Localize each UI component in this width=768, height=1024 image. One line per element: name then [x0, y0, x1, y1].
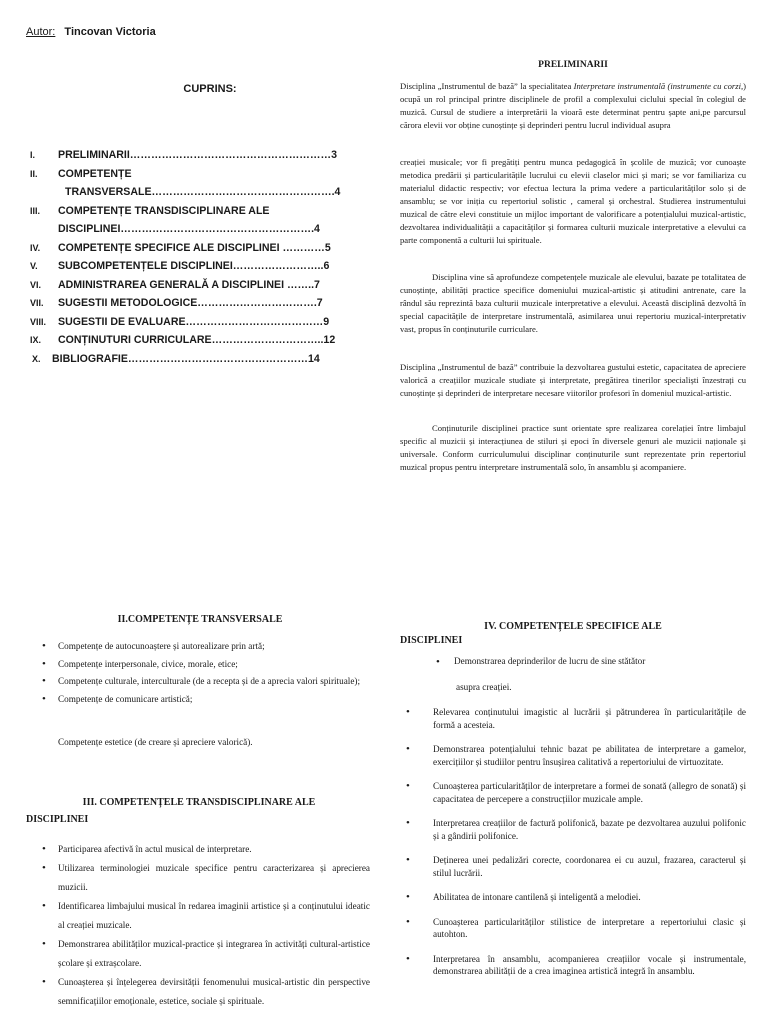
- table-of-contents: [30, 146, 350, 368]
- toc-text: SUGESTII DE EVALUARE…………………………………9: [58, 315, 330, 328]
- toc-number: IX.: [30, 335, 42, 345]
- toc-item-preliminarii[interactable]: [30, 146, 350, 165]
- list-item: • Deținerea unei pedalizări corecte, coordonarea ei cu auzul, frazarea, caracterul și stilul lucrării.: [400, 854, 746, 879]
- toc-number: II.: [30, 168, 38, 179]
- list-continuation: Competențe estetice (de creare și apreciere valorică).: [58, 737, 253, 747]
- toc-text: TRANSVERSALE…………………………………………….4: [65, 186, 341, 198]
- toc-text: COMPETENȚE: [58, 167, 132, 180]
- list-item: • Interpretarea în ansamblu, acompanierea creațiilor vocale și instrumentale, demonstrarea abilității de a crea imaginea artistică integră în ansamblu.: [400, 953, 746, 978]
- paragraph: creației musicale; vor fi pregătiți pentru munca pedagogică în școlile de muzică; vor cunoaște metodica predării și particularitățile lucrului cu elevii claselor mici și mari; se vor familiariza cu materialul didactic respectiv; vor efectua lectura la prima vedere a particularităților solo și de ansamblu; se vor iniția cu repertoriul solistic , cameral și orchestral. Studierea instrumentului muzical de către elevi constituie un mijloc important de valorificare a potențialului muzical-artistic, dezvoltarea individualității a capacităților și formarea culturii muzicale interpretative a elevului ca parte componentă a culturii lui spirituale.: [400, 157, 746, 245]
- list-item: • Interpretarea creațiilor de factură polifonică, bazate pe dezvoltarea auzului polifonic și a gândirii polifonice.: [400, 817, 746, 842]
- list-item: • Competențe culturale, interculturale (de a recepta și de a aprecia valori spirituale);: [30, 673, 370, 691]
- toc-text: SUGESTII METODOLOGICE…………………………….7: [58, 297, 323, 309]
- list-item: • Demonstrarea abilităților muzical-practice și integrarea în activități cultural-artistice școlare și extrașcolare.: [30, 935, 370, 973]
- toc-item-bibliografie[interactable]: [32, 350, 350, 369]
- list-item: • Participarea afectivă în actul musical de interpretare.: [30, 840, 370, 859]
- toc-text: ADMINISTRAREA GENERALĂ A DISCIPLINEI ……..7: [58, 278, 320, 291]
- toc-number: X.: [32, 353, 41, 364]
- list-item: • Abilitatea de intonare cantilenă și inteligentă a melodiei.: [400, 891, 746, 904]
- toc-number: IV.: [30, 242, 41, 253]
- list-item: • Cunoașterea particularităților stilistice de interpretare a repertoriului clasic și autohton.: [400, 916, 746, 941]
- title-line: DISCIPLINEI: [400, 635, 463, 646]
- toc-item-subcompetente[interactable]: [30, 257, 350, 276]
- list-item: • Competențe interpersonale, civice, morale, etice;: [30, 656, 370, 674]
- list-item: [422, 656, 742, 666]
- author-name: Tincovan Victoria: [64, 26, 156, 38]
- list-item: • Cunoașterea și înțelegerea devirsității fenomenului musical-artistic din perspective semnificațiilor emoționale, estetice, sociale și spirituale.: [30, 973, 370, 1011]
- toc-item-competente-transdisciplinare[interactable]: [30, 202, 350, 221]
- toc-text: CONȚINUTURI CURRICULARE…………………………..12: [58, 334, 336, 346]
- toc-item-continuation[interactable]: [30, 183, 350, 202]
- toc-text: COMPETENȚE SPECIFICE ALE DISCIPLINEI …………5: [58, 241, 331, 254]
- toc-item-continuturi[interactable]: [30, 331, 350, 350]
- toc-title: CUPRINS:: [183, 83, 237, 95]
- toc-text: DISCIPLINEI……………………………………………….4: [58, 223, 320, 235]
- title-line: IV. COMPETENȚELE SPECIFICE ALE: [484, 621, 662, 632]
- list-item: • Competențe de autocunoaștere și autorealizare prin artă;: [30, 638, 370, 656]
- toc-number: VIII.: [30, 316, 47, 327]
- toc-number: V.: [30, 261, 38, 271]
- toc-text: PRELIMINARII…………………………………………………3: [58, 149, 337, 161]
- paragraph: [400, 80, 746, 132]
- paragraph: Disciplina vine să aprofundeze competențele muzicale ale elevului, bazate pe totalitatea de cunoștințe, abilități practice specifice domeniului muzical-artistic și atitudini antrenate, care la rândul său reprezintă baza culturii muzicale interpretative a elevului. Această disciplină dezvoltă în special capacitățile de interpretare instrumentală, asimilarea unui repertoriu muzical-interpretativ vast, propus în conținuturile curriculare.: [400, 272, 746, 334]
- toc-item-competente-transversale[interactable]: [30, 165, 350, 184]
- toc-item-sugestii-evaluare[interactable]: [30, 313, 350, 332]
- toc-text: SUBCOMPETENȚELE DISCIPLINEI……………………..6: [58, 260, 330, 272]
- toc-text: BIBLIOGRAFIE……………………………………………14: [52, 352, 320, 365]
- section-title-competente-transversale: II.COMPETENȚE TRANSVERSALE: [117, 614, 283, 625]
- italic-text: Interpretare instrumentală (instrumente cu corzi,: [573, 81, 744, 91]
- title-line: III. COMPETENȚELE TRANSDISCIPLINARE ALE: [82, 797, 316, 808]
- author-label: Autor:: [26, 26, 56, 38]
- list-item-text: Demonstrarea deprinderilor de lucru de sine stătător: [454, 656, 646, 666]
- toc-item-competente-specifice[interactable]: [30, 239, 350, 258]
- paragraph: Conținuturile disciplinei practice sunt orientate spre realizarea corelației între limbajul specific al muzicii și interacțiunea de stiluri și epoci în diversele genuri ale muzicii naționale și universale. Conform curriculumului disciplinar conținuturile sunt reprezentate prin repertoriul muzical propus pentru interpretare instrumentală solo, în ansamblu și acompaniere.: [400, 423, 746, 472]
- author-line: [26, 26, 156, 38]
- text-run: ) ocupă un rol principal printre disciplinele de profil a complexului ciclului special în colegiul de muzică. Cursul de studiere a interpretării la vioară este determinat pentru șapte ani,pe parcursul cărora elevii vor obține cunoștințe și deprinderi pentru lucrul individual asupra: [400, 81, 747, 130]
- toc-text: COMPETENȚE TRANSDISCIPLINARE ALE: [58, 204, 270, 217]
- toc-item-continuation[interactable]: [30, 220, 350, 239]
- text-run: Disciplina „Instrumentul de bază” la specialitatea: [400, 81, 574, 91]
- list-item: • Relevarea conținutului imagistic al lucrării și pătrunderea în particularitățile de formă a acesteia.: [400, 706, 746, 731]
- bullet-list: [400, 706, 746, 990]
- section-title-preliminarii: PRELIMINARII: [538, 60, 608, 70]
- list-item: • Cunoașterea particularităților de interpretare a formei de sonată (allegro de sonată) și capacitatea de percepere a construcțiilor muzicale ample.: [400, 780, 746, 805]
- bullet-list: [30, 840, 370, 1011]
- toc-item-sugestii-metodologice[interactable]: [30, 294, 350, 313]
- title-line: DISCIPLINEI: [26, 814, 89, 825]
- list-item: • Utilizarea terminologiei muzicale specifice pentru caracterizarea și aprecierea muzicii.: [30, 859, 370, 897]
- list-item: • Competențe de comunicare artistică;: [30, 691, 370, 709]
- list-item: • Demonstrarea potențialului tehnic bazat pe abilitatea de interpretare a gamelor, exercițiilor și studiilor pentru însușirea calitativă a repertoriului de virtuozitate.: [400, 743, 746, 768]
- toc-number: III.: [30, 205, 41, 216]
- paragraph: Disciplina „Instrumentul de bază” contribuie la dezvoltarea gustului estetic, capacitatea de apreciere valorică a creațiilor muzicale studiate și interpretate, pregătirea tinerilor specialiști înzestrați cu cunoștințe și deprinderi de interpretare necesare viitorilor profesori în domeniul muzical-artistic.: [400, 362, 746, 398]
- list-continuation: asupra creației.: [456, 682, 512, 692]
- toc-item-administrarea[interactable]: [30, 276, 350, 295]
- list-item: • Identificarea limbajului musical în redarea imaginii artistice și a conținutului ideatic al creației muzicale.: [30, 897, 370, 935]
- toc-number: VII.: [30, 298, 44, 308]
- section-title-competente-transdisciplinare: [26, 794, 372, 828]
- toc-number: VI.: [30, 279, 42, 290]
- toc-number: I.: [30, 150, 36, 160]
- bullet-list: [30, 638, 370, 708]
- section-title-competente-specifice: [400, 620, 746, 648]
